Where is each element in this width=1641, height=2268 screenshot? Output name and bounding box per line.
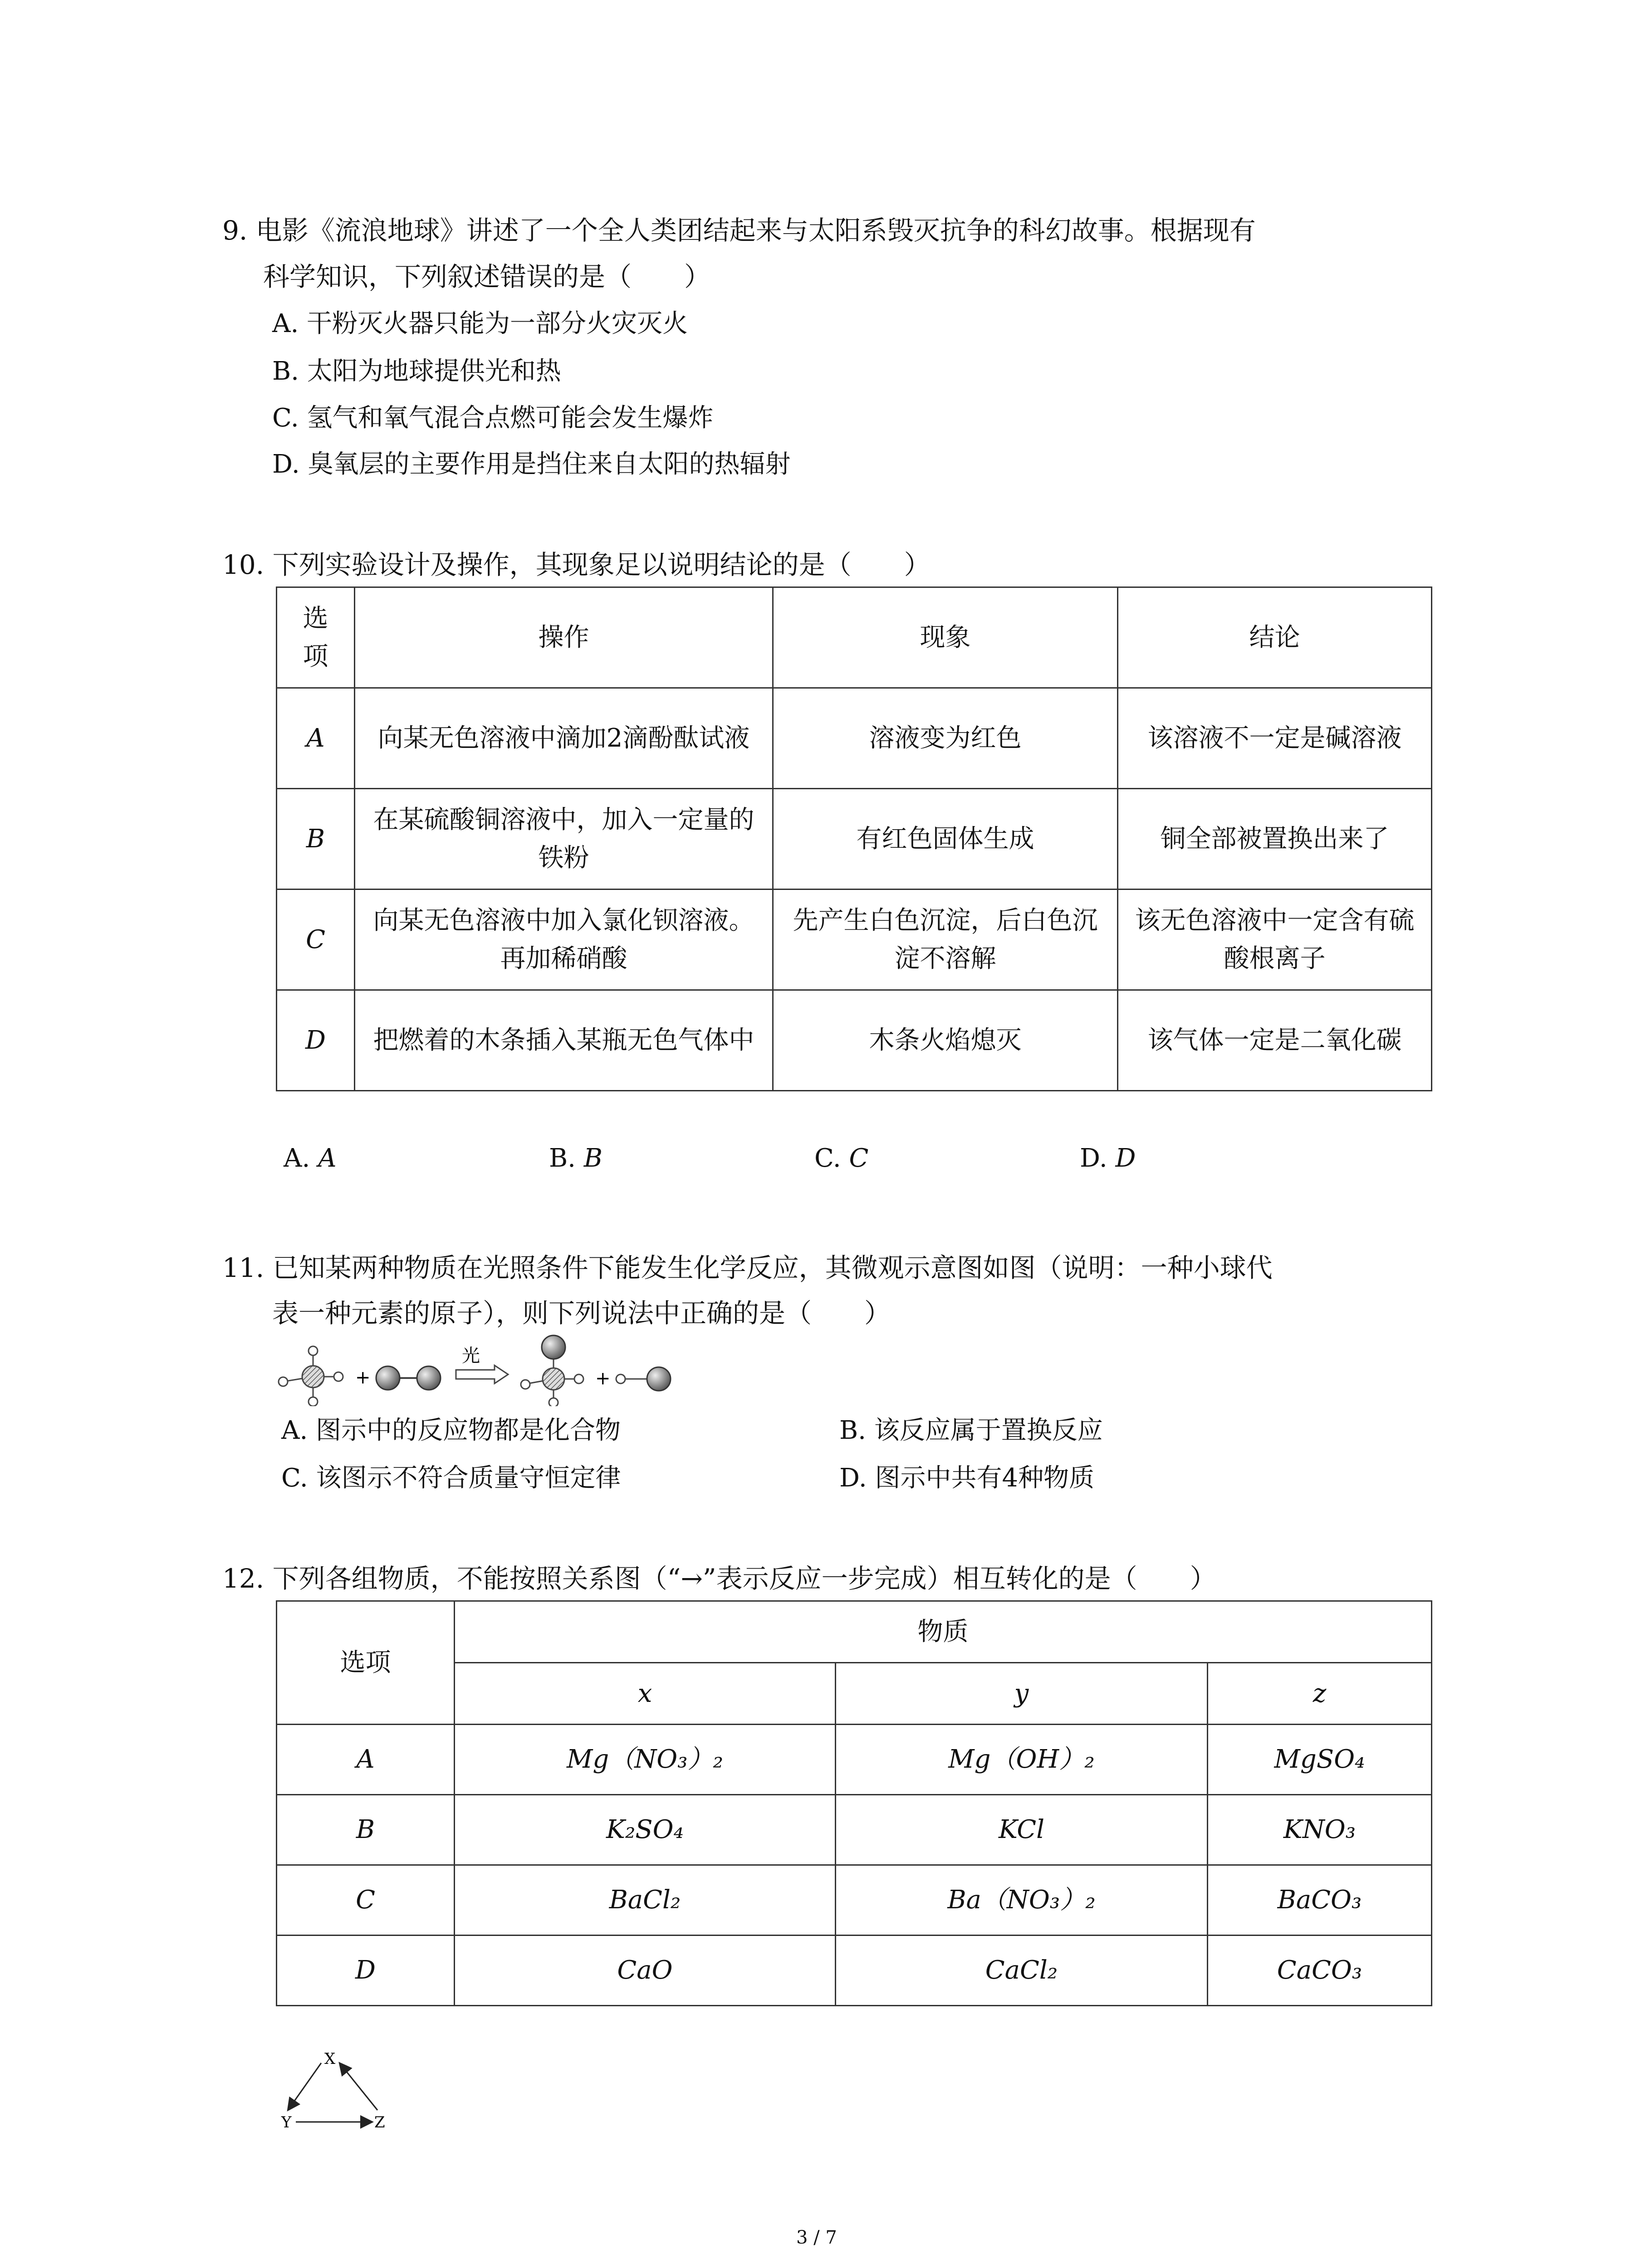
q10-row-conclusion: 铜全部被置换出来了: [1118, 789, 1432, 890]
q12-row-y: CaCl₂: [836, 1936, 1208, 2006]
reaction-arrow-icon: [456, 1365, 508, 1383]
q10-header-operation: 操作: [355, 587, 773, 688]
q11-stem-line1: 11. 已知某两种物质在光照条件下能发生化学反应，其微观示意图如图（说明：一种小球代: [222, 1252, 1273, 1283]
plus-sign: +: [595, 1368, 611, 1389]
q9-option-d: D. 臭氧层的主要作用是挡住来自太阳的热辐射: [272, 450, 791, 479]
reactant-molecule-2: [376, 1366, 441, 1390]
arrow-z-to-x: [340, 2064, 377, 2110]
q9-option-c: C. 氢气和氧气混合点燃可能会发生爆炸: [272, 403, 714, 433]
q12-row-x: K₂SO₄: [455, 1795, 836, 1865]
q10-header-conclusion: 结论: [1118, 587, 1432, 688]
q12-row-y: KCl: [836, 1795, 1208, 1865]
product-molecule-2: [616, 1367, 671, 1391]
q12-row-x: BaCl₂: [455, 1865, 836, 1936]
page-number: 3 / 7: [796, 2227, 837, 2248]
q12-row-z: BaCO₃: [1208, 1865, 1432, 1936]
q10-row-operation: 在某硫酸铜溶液中，加入一定量的铁粉: [355, 789, 773, 890]
diagram-label-z: Z: [374, 2113, 385, 2131]
q9-stem-line2: 科学知识，下列叙述错误的是（ ）: [263, 261, 711, 292]
q12-header-x: x: [455, 1663, 836, 1725]
q9-option-a: A. 干粉灭火器只能为一部分火灾灭火: [272, 309, 688, 338]
q10-row-conclusion: 该无色溶液中一定含有硫酸根离子: [1118, 890, 1432, 990]
q12-header-option: 选项: [277, 1601, 455, 1725]
q10-row-option: B: [277, 789, 355, 890]
q10-answer-a: A. A: [284, 1144, 337, 1173]
q10-table: [276, 587, 1432, 1091]
q10-row-option: C: [277, 890, 355, 990]
q9-option-b: B. 太阳为地球提供光和热: [272, 357, 561, 386]
q10-row-option: A: [277, 688, 355, 789]
diagram-label-x: X: [324, 2050, 336, 2068]
diagram-label-y: Y: [281, 2113, 292, 2131]
plus-sign: +: [355, 1367, 371, 1388]
q10-row-phenomenon: 溶液变为红色: [773, 688, 1118, 789]
q10-row-operation: 把燃着的木条插入某瓶无色气体中: [355, 990, 773, 1091]
q10-row-phenomenon: 先产生白色沉淀，后白色沉淀不溶解: [773, 890, 1118, 990]
q12-row-y: Mg（OH）₂: [836, 1725, 1208, 1795]
q10-row-operation: 向某无色溶液中滴加2滴酚酞试液: [355, 688, 773, 789]
arrow-x-to-y: [289, 2063, 321, 2109]
q10-answer-d: D. D: [1080, 1144, 1136, 1173]
q12-relation-diagram: [272, 2046, 417, 2136]
reactant-molecule-1: [279, 1346, 343, 1406]
q10-row-conclusion: 该气体一定是二氧化碳: [1118, 990, 1432, 1091]
q10-row-option: D: [277, 990, 355, 1091]
q12-row-option: D: [277, 1936, 455, 2006]
q12-row-z: KNO₃: [1208, 1795, 1432, 1865]
q11-stem-line2: 表一种元素的原子），则下列说法中正确的是（ ）: [272, 1298, 891, 1329]
q12-row-x: Mg（NO₃）₂: [455, 1725, 836, 1795]
q12-header-y: y: [836, 1663, 1208, 1725]
q10-stem: 10. 下列实验设计及操作，其现象足以说明结论的是（ ）: [222, 549, 931, 580]
q12-row-option: B: [277, 1795, 455, 1865]
q11-reaction-diagram: [272, 1334, 681, 1406]
q10-row-phenomenon: 有红色固体生成: [773, 789, 1118, 890]
q10-row-phenomenon: 木条火焰熄灭: [773, 990, 1118, 1091]
q12-table: [276, 1600, 1432, 2006]
product-molecule-1: [521, 1335, 583, 1406]
q10-answer-c: C. C: [814, 1144, 869, 1173]
q12-row-option: A: [277, 1725, 455, 1795]
q11-option-b: B. 该反应属于置换反应: [839, 1416, 1103, 1445]
q12-row-y: Ba（NO₃）₂: [836, 1865, 1208, 1936]
q10-answer-b: B. B: [549, 1144, 603, 1173]
q12-row-x: CaO: [455, 1936, 836, 2006]
q12-row-z: CaCO₃: [1208, 1936, 1432, 2006]
q10-row-conclusion: 该溶液不一定是碱溶液: [1118, 688, 1432, 789]
q11-option-a: A. 图示中的反应物都是化合物: [281, 1416, 621, 1445]
q12-row-option: C: [277, 1865, 455, 1936]
q9-stem-line1: 9. 电影《流浪地球》讲述了一个全人类团结起来与太阳系毁灭抗争的科幻故事。根据现有: [222, 215, 1256, 246]
q11-option-d: D. 图示中共有4种物质: [839, 1463, 1095, 1493]
arrow-label: 光: [462, 1345, 480, 1366]
q12-header-z: z: [1208, 1663, 1432, 1725]
q10-header-phenomenon: 现象: [773, 587, 1118, 688]
q10-row-operation: 向某无色溶液中加入氯化钡溶液。再加稀硝酸: [355, 890, 773, 990]
q10-header-option: 选项: [277, 587, 355, 688]
q12-header-substance: 物质: [455, 1601, 1432, 1663]
q11-option-c: C. 该图示不符合质量守恒定律: [281, 1463, 621, 1493]
q12-row-z: MgSO₄: [1208, 1725, 1432, 1795]
q12-stem: 12. 下列各组物质，不能按照关系图（“→”表示反应一步完成）相互转化的是（ ）: [222, 1563, 1216, 1594]
